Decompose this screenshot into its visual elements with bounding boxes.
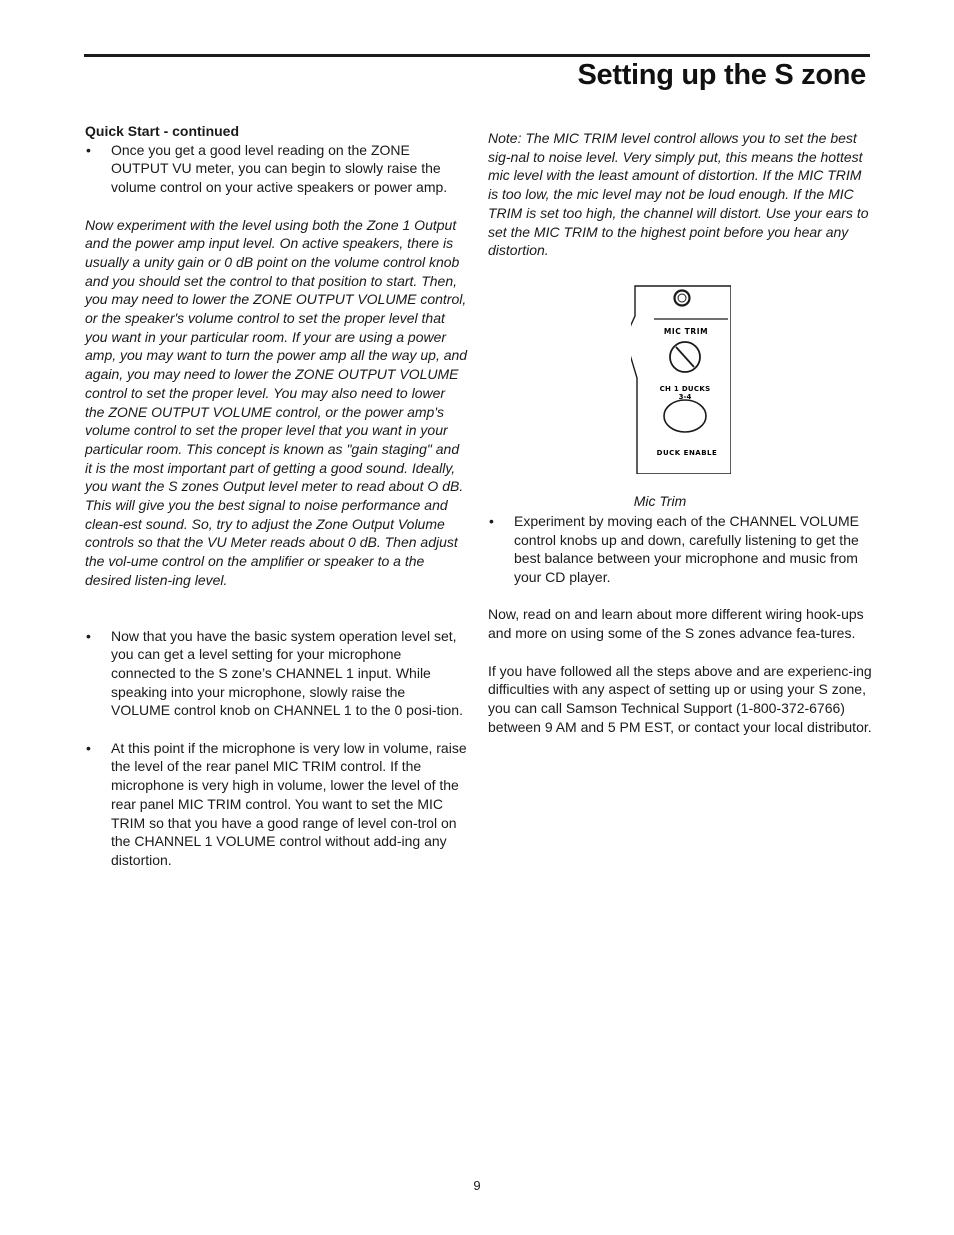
jack-inner <box>678 294 686 302</box>
figure-caption: Mic Trim <box>633 492 687 509</box>
duck-enable-button <box>664 400 706 432</box>
page-number: 9 <box>473 1178 481 1193</box>
right-column <box>488 129 872 736</box>
page-title: Setting up the S zone <box>577 59 866 91</box>
bullet-marker: • <box>489 512 494 529</box>
left-column <box>85 122 468 870</box>
read-on-paragraph: Now, read on and learn about more different wiring hook-ups and more on using some of the S zones advance fea-tures. <box>488 606 864 642</box>
bullet-item <box>85 739 468 870</box>
bullet-item <box>85 627 468 721</box>
mic-trim-label: MIC TRIM <box>663 326 709 336</box>
bullet-text: Once you get a good level reading on the ZONE OUTPUT VU meter, you can begin to slowly raise the volume control on your active speakers or power amp. <box>111 141 448 196</box>
mic-trim-note: Note: The MIC TRIM level control allows you to set the best sig-nal to noise level. Very simply put, this means the hottest mic level with the least amount of distortion. If the MIC TRIM is too low, the mic level may not be loud enough. If the MIC TRIM is set too high, the channel will distort. Use your ears to set the MIC TRIM to the highest point before you hear any distortion. <box>488 130 869 259</box>
duck-enable-label: DUCK ENABLE <box>656 448 718 457</box>
mic-trim-figure <box>488 278 872 512</box>
bullet-text: Experiment by moving each of the CHANNEL VOLUME control knobs up and down, carefully listening to get the best balance between your microphone and music from your CD player. <box>514 512 859 586</box>
panel-outline <box>631 286 731 474</box>
bullet-marker: • <box>86 739 91 756</box>
bullet-item <box>488 512 872 587</box>
header-rule <box>84 54 870 57</box>
bullet-text: At this point if the microphone is very low in volume, raise the level of the rear panel MIC TRIM control. If the microphone is very high in volume, lower the level of the rear panel MIC TRIM control. You want to set the MIC TRIM so that you have a good range of level con-trol on the CHANNEL 1 VOLUME control without add-ing any distortion. <box>111 739 467 868</box>
bullet-text: Now that you have the basic system operation level set, you can get a level setting for your microphone connected to the S zone’s CHANNEL 1 input. While speaking into your microphone, slowly raise the VOLUME control knob on CHANNEL 1 to the 0 posi-tion. <box>111 627 463 719</box>
bullet-marker: • <box>86 627 91 644</box>
knob-indicator <box>676 347 694 367</box>
ch34-label: 3-4 <box>678 392 692 401</box>
mic-trim-panel-illustration <box>631 278 731 474</box>
gain-staging-paragraph: Now experiment with the level using both the Zone 1 Output and the power amp input level. On active speakers, there is usually a unity gain or 0 dB point on the volume control knob and you should set the control to that position to start. Then, you may need to lower the ZONE OUTPUT VOLUME control, or the speaker's volume control to set the proper level that you want in your particular room. If your are using a power amp, you may want to turn the power amp all the way up, and again, you may need to lower the ZONE OUTPUT VOLUME control to set the proper level. You may also need to lower the ZONE OUTPUT VOLUME control, or the power amp's volume control to set the proper level that you want in your particular room. This concept is known as "gain staging" and it is the most important part of getting a good sound. Ideally, you want the S zones Output level meter to read about O dB. This will give you the best signal to noise performance and clean-est sound. So, try to adjust the Zone Output Volume controls so that the VU Meter reads about 0 dB. Then adjust the vol-ume control on the amplifier or speaker to a the desired listen-ing level. <box>85 216 468 588</box>
support-paragraph: If you have followed all the steps above and are experienc-ing difficulties with any aspect of setting up or using your S zone, you can call Samson Technical Support (1-800-372-6766) between 9 AM and 5 PM EST, or contact your local distributor. <box>488 662 872 735</box>
jack-icon <box>675 290 690 305</box>
section-heading: Quick Start - continued <box>85 123 240 139</box>
ch1-ducks-label: CH 1 DUCKS <box>659 384 711 393</box>
bullet-marker: • <box>86 141 91 158</box>
bullet-item <box>85 141 468 197</box>
